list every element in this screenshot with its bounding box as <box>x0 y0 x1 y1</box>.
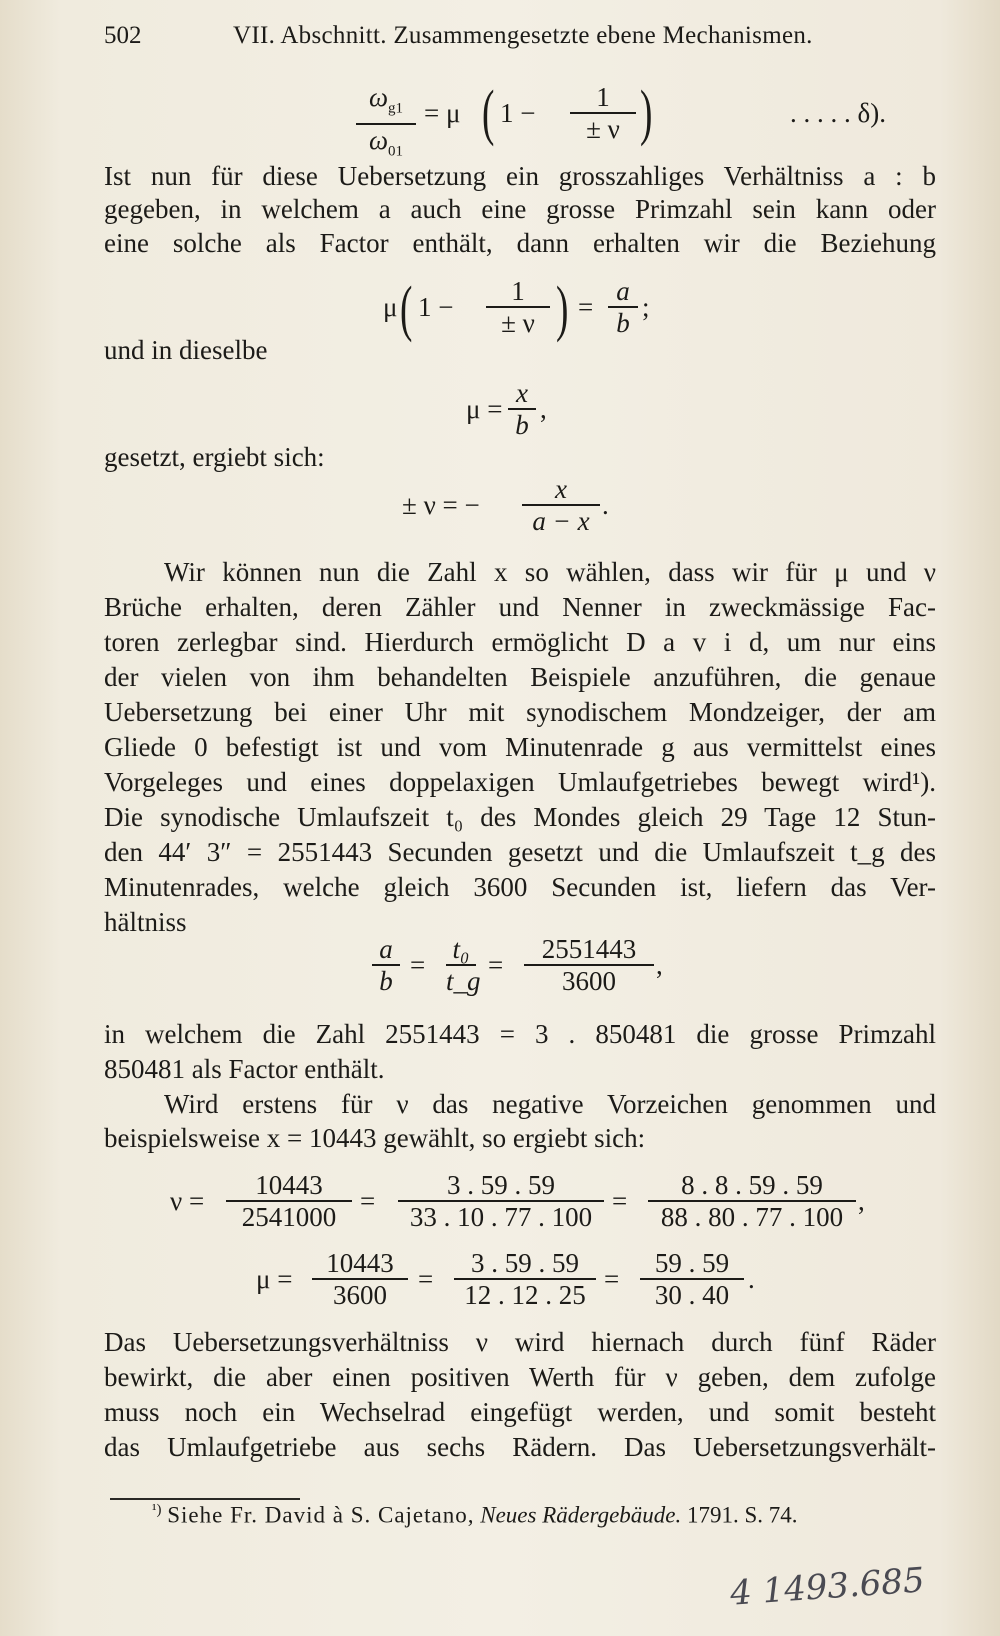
fraction-x-b: $\frac{x}{b}$ <box>508 378 536 440</box>
fraction-omega: $\frac{\omega_{g1}}{\omega_{01}}$ <box>356 82 416 167</box>
text-line: gegeben, in welchem a auch eine grosse Primzahl sein kann oder <box>104 194 936 224</box>
text-line: toren zerlegbar sind. Hierdurch ermöglicht D a v i d, um nur eins <box>104 627 936 657</box>
text-line: Wird erstens für ν das negative Vorzeichen genommen und <box>164 1089 936 1119</box>
running-title: VII. Abschnitt. Zusammengesetzte ebene Mechanismen. <box>233 22 813 49</box>
text-line: eine solche als Factor enthält, dann erhalten wir die Beziehung <box>104 228 936 258</box>
text-line: das Umlaufgetriebe aus sechs Rädern. Das Uebersetzungsverhält- <box>104 1432 936 1462</box>
paren-close: ) <box>640 79 653 147</box>
text-line: der vielen von ihm behandelten Beispiele anzuführen, die genaue <box>104 662 936 692</box>
book-page: 502 VII. Abschnitt. Zusammengesetzte ebene Mechanismen. $\frac{\omega_{g1}}{\omega_{01}}$ = μ ( 1 − $\frac{1}{\pm \nu}$ ) . . . . . δ). Ist nun für diese Uebersetzung ein grosszahliges Verhältniss a : b gegeben, in welchem a auch eine grosse Primzahl sein kann oder eine solche als Factor enthält, dann erhalten wir die Beziehung μ ( 1 − $\frac{1}{\pm \nu}$ ) = $\frac{a}{b}$ ; und in dieselbe μ = $\frac{x}{b}$ , gesetzt, ergiebt sich: ± ν = − $\frac{x}{a - x}$ . Wir können nun die Zahl x so wählen, dass wir für μ und ν Brüche erhalten, deren Zähler und Nenner in zweckmässige Fac- toren zerlegbar sind. Hierdurch ermöglicht D a v i d, um nur eins der vielen von ihm behandelten Beispiele anzuführen, die genaue Uebersetzung bei einer Uhr mit synodischem Mondzeiger, der am Gliede 0 befestigt ist und vom Minutenrade g aus vermittelst eines Vorgeleges und eines doppelaxigen Umlaufgetriebes bewegt wird¹). Die synodische Umlaufszeit t₀ des Mondes gleich 29 Tage 12 Stun- den 44′ 3″ = 2551443 Secunden gesetzt und die Umlaufszeit t_g des Minutenrades, welche gleich 3600 Secunden ist, liefern das Ver- hältniss $\frac{a}{b}$ = $\frac{\text{t₀}}{t\_g}$ = $\frac{2551443}{3600}$ , in welchem die Zahl 2551443 = 3 . 850481 die grosse Primzahl 850481 als Factor enthält. Wird erstens für ν das negative Vorzeichen genommen und beispielsweise x = 10443 gewählt, so ergiebt sich: ν = $\frac{10443}{2541000}$ = $\frac{3 . 59 . 59}{33 . 10 . 77 . 100}$ = $\frac{8 . 8 . 59 . 59}{88 . 80 . 77 . 100}$ , μ = $\frac{10443}{3600}$ = $\frac{3 . 59 . 59}{12 . 12 . 25}$ = $\frac{59 . 59}{30 . 40}$ . Das Uebersetzungsverhältniss ν wird hiernach durch fünf Räder bewirkt, die aber einen positiven Werth für ν geben, dem zufolge muss noch ein Wechselrad eingefügt werden, und somit besteht das Umlaufgetriebe aus sechs Rädern. Das Uebersetzungsverhält- $^{^1)}$ Siehe Fr. David à S. Cajetano, Neues Rädergebäude. 1791. S. 74. 4 1493.685 <box>0 0 1000 1636</box>
fraction-a-b: $\frac{a}{b}$ <box>608 276 638 338</box>
footnote: $^{^1)}$ Siehe Fr. David à S. Cajetano, Neues Rädergebäude. 1791. S. 74. <box>152 1502 798 1528</box>
text-line: den 44′ 3″ = 2551443 Secunden gesetzt und die Umlaufszeit t_g des <box>104 837 936 867</box>
text-line: Brüche erhalten, deren Zähler und Nenner in zweckmässige Fac- <box>104 592 936 622</box>
fraction-x-ax: $\frac{x}{a - x}$ <box>522 474 600 536</box>
text-line: in welchem die Zahl 2551443 = 3 . 850481 die grosse Primzahl <box>104 1019 936 1049</box>
fraction-inner: $\frac{1}{\pm \nu}$ <box>486 276 550 338</box>
text-line: und in dieselbe <box>104 335 268 365</box>
text-line: hältniss <box>104 907 187 937</box>
text-line: beispielsweise x = 10443 gewählt, so ergiebt sich: <box>104 1123 646 1153</box>
paren-open: ( <box>482 79 495 147</box>
text-line: Ist nun für diese Uebersetzung ein grosszahliges Verhältniss a : b <box>104 161 936 191</box>
text-line: 850481 als Factor enthält. <box>104 1054 385 1084</box>
footnote-divider <box>110 1498 300 1500</box>
text-line: bewirkt, die aber einen positiven Werth für ν geben, dem zufolge <box>104 1362 936 1392</box>
text-line: Minutenrades, welche gleich 3600 Secunden ist, liefern das Ver- <box>104 872 936 902</box>
text-line: muss noch ein Wechselrad eingefügt werden, und somit besteht <box>104 1397 936 1427</box>
text-line: Uebersetzung bei einer Uhr mit synodischem Mondzeiger, der am <box>104 697 936 727</box>
fraction-inner: $\frac{1}{\pm \nu}$ <box>570 82 636 144</box>
text-line: Das Uebersetzungsverhältniss ν wird hiernach durch fünf Räder <box>104 1327 936 1357</box>
text-line: Gliede 0 befestigt ist und vom Minutenrade g aus vermittelst eines <box>104 732 936 762</box>
text-line: Wir können nun die Zahl x so wählen, dass wir für μ und ν <box>164 557 936 587</box>
text-line: gesetzt, ergiebt sich: <box>104 442 325 472</box>
text-line: Die synodische Umlaufszeit t₀ des Mondes gleich 29 Tage 12 Stun- <box>104 802 936 832</box>
handwritten-annotation: 4 1493.685 <box>728 1560 926 1614</box>
page-number: 502 <box>104 22 142 49</box>
text-line: Vorgeleges und eines doppelaxigen Umlaufgetriebes bewegt wird¹). <box>104 767 936 797</box>
